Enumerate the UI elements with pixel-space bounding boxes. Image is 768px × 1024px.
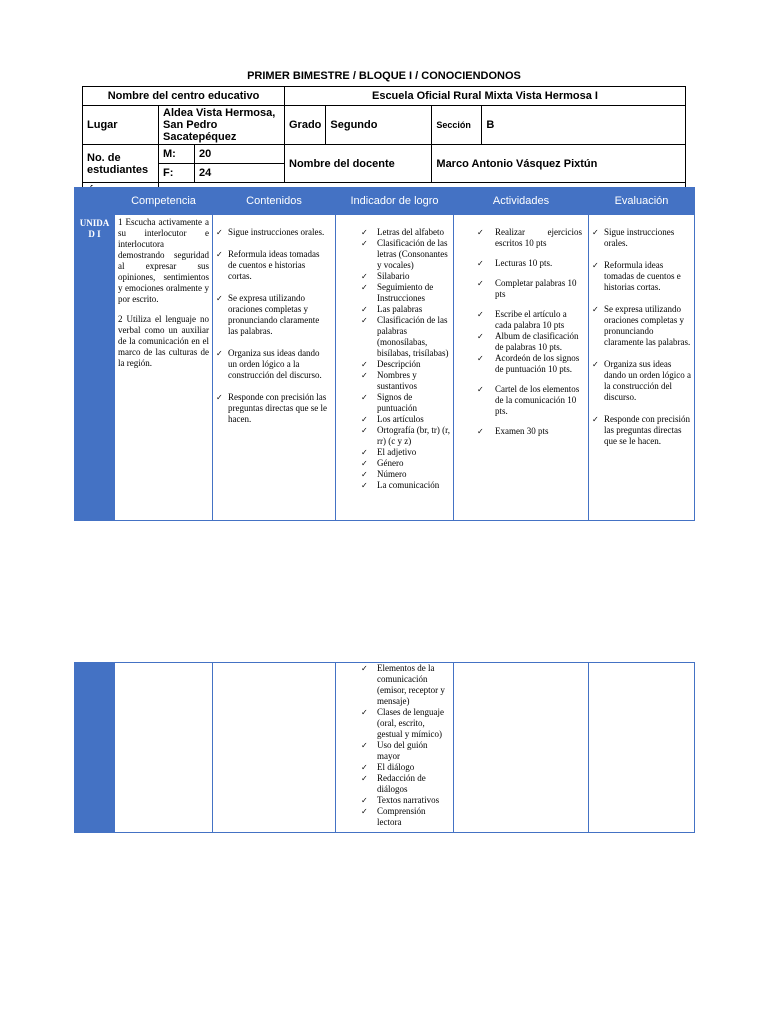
actividad-item: ✓ Acordeón de los signos de puntuación 10 pts. — [457, 353, 582, 375]
col-indicador: Indicador de logro — [336, 188, 454, 215]
actividad-item: ✓ Album de clasificación de palabras 10 pts. — [457, 331, 582, 353]
competencia-1: 1 Escucha activamente a su interlocutor e interlocutora demostrando seguridad al expresar sus opiniones, sentimientos y emociones oralmente y por escrito. — [118, 217, 209, 304]
indicador-item: ✓ Número — [339, 469, 450, 480]
indicador-item: ✓ Letras del alfabeto — [339, 227, 450, 238]
indicador-item: ✓ Redacción de diálogos — [339, 773, 450, 795]
indicador-item: ✓ Nombres y sustantivos — [339, 370, 450, 392]
competencia-cell — [115, 215, 213, 521]
col-competencia: Competencia — [115, 188, 213, 215]
evaluacion-cell-continued — [589, 663, 695, 833]
evaluacion-item: ✓ Organiza sus ideas dando un orden lógico a la construcción del discurso. — [592, 359, 691, 403]
contenido-item: ✓ Organiza sus ideas dando un orden lógico a la construcción del discurso. — [216, 348, 329, 381]
estudiantes-label: No. de estudiantes — [83, 145, 159, 183]
centro-label: Nombre del centro educativo — [83, 87, 285, 106]
competencia-cell-continued — [115, 663, 213, 833]
actividad-item: ✓ Completar palabras 10 pts — [457, 278, 582, 300]
indicador-item: ✓ Género — [339, 458, 450, 469]
indicador-item: ✓ Clases de lenguaje (oral, escrito, gestual y mímico) — [339, 707, 450, 740]
indicadores-cell-continued — [336, 663, 454, 833]
evaluacion-cell — [589, 215, 695, 521]
indicador-item: ✓ La comunicación — [339, 480, 450, 491]
actividad-item: ✓ Escribe el artículo a cada palabra 10 pts — [457, 309, 582, 331]
col-actividades: Actividades — [454, 188, 589, 215]
indicador-item: ✓ Ortografía (br, tr) (r, rr) (c y z) — [339, 425, 450, 447]
indicador-item: ✓ Seguimiento de Instrucciones — [339, 282, 450, 304]
plan-table-continued — [74, 662, 695, 833]
docente-label: Nombre del docente — [285, 145, 432, 183]
centro-value: Escuela Oficial Rural Mixta Vista Hermosa I — [285, 87, 686, 106]
indicador-item: ✓ El diálogo — [339, 762, 450, 773]
evaluacion-item: ✓ Sigue instrucciones orales. — [592, 227, 691, 249]
indicador-item: ✓ Signos de puntuación — [339, 392, 450, 414]
indicador-item: ✓ Las palabras — [339, 304, 450, 315]
evaluacion-item: ✓ Reformula ideas tomadas de cuentos e historias cortas. — [592, 260, 691, 293]
col-evaluacion: Evaluación — [589, 188, 695, 215]
actividad-item: ✓ Lecturas 10 pts. — [457, 258, 582, 269]
indicador-item: ✓ Elementos de la comunicación (emisor, receptor y mensaje) — [339, 663, 450, 707]
m-value: 20 — [195, 145, 285, 164]
actividad-item: ✓ Cartel de los elementos de la comunicación 10 pts. — [457, 384, 582, 417]
competencia-2: 2 Utiliza el lenguaje no verbal como un auxiliar de la comunicación en el marco de las culturas de la región. — [118, 314, 209, 368]
indicador-item: ✓ Uso del guión mayor — [339, 740, 450, 762]
contenidos-cell — [213, 215, 336, 521]
evaluacion-item: ✓ Responde con precisión las preguntas directas que se le hacen. — [592, 414, 691, 447]
f-value: 24 — [195, 164, 285, 183]
contenido-item: ✓ Reformula ideas tomadas de cuentos e historias cortas. — [216, 249, 329, 282]
contenido-item: ✓ Responde con precisión las preguntas directas que se le hacen. — [216, 392, 329, 425]
actividades-cell — [454, 215, 589, 521]
seccion-label: Sección — [432, 106, 482, 145]
indicador-item: ✓ Textos narrativos — [339, 795, 450, 806]
docente-value: Marco Antonio Vásquez Pixtún — [432, 145, 686, 183]
indicador-item: ✓ Silabario — [339, 271, 450, 282]
evaluacion-item: ✓ Se expresa utilizando oraciones completas y pronunciando claramente las palabras. — [592, 304, 691, 348]
contenidos-cell-continued — [213, 663, 336, 833]
lugar-value: Aldea Vista Hermosa, San Pedro Sacatepéquez — [159, 106, 285, 145]
contenido-item: ✓ Sigue instrucciones orales. — [216, 227, 329, 238]
unit-header-cell — [75, 188, 115, 215]
indicador-item: ✓ El adjetivo — [339, 447, 450, 458]
actividad-item: ✓ Examen 30 pts — [457, 426, 582, 437]
col-contenidos: Contenidos — [213, 188, 336, 215]
actividad-item: ✓ Realizar ejercicios escritos 10 pts — [457, 227, 582, 249]
indicador-item: ✓ Los artículos — [339, 414, 450, 425]
indicador-item: ✓ Clasificación de las letras (Consonantes y vocales) — [339, 238, 450, 271]
seccion-value: B — [482, 106, 686, 145]
unit-cell-continued — [75, 663, 115, 833]
lugar-label: Lugar — [83, 106, 159, 145]
plan-table — [74, 187, 695, 521]
unit-label: UNIDA D I — [75, 215, 115, 521]
indicador-item: ✓ Descripción — [339, 359, 450, 370]
indicador-item: ✓ Comprensión lectora — [339, 806, 450, 828]
f-label: F: — [159, 164, 195, 183]
header-info-table — [82, 86, 686, 201]
contenido-item: ✓ Se expresa utilizando oraciones completas y pronunciando claramente las palabras. — [216, 293, 329, 337]
actividades-cell-continued — [454, 663, 589, 833]
indicadores-cell — [336, 215, 454, 521]
page-title: PRIMER BIMESTRE / BLOQUE I / CONOCIENDONOS — [247, 70, 521, 82]
m-label: M: — [159, 145, 195, 164]
indicador-item: ✓ Clasificación de las palabras (monosílabas, bisílabas, trisílabas) — [339, 315, 450, 359]
grado-value: Segundo — [326, 106, 432, 145]
grado-label: Grado — [285, 106, 326, 145]
